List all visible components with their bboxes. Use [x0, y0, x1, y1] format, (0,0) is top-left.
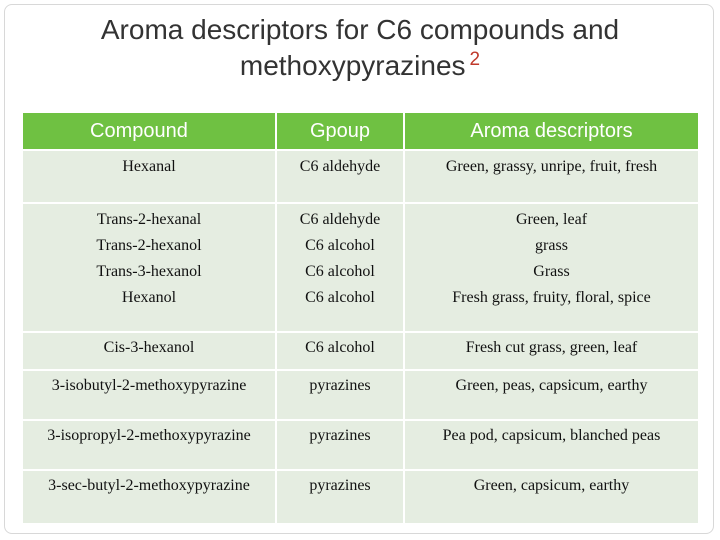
- compound-cell-text: Trans-2-hexanol: [96, 237, 202, 254]
- compound-cell-text: Trans-3-hexanol: [96, 263, 202, 280]
- group-cell-text: pyrazines: [309, 477, 371, 494]
- group-cell-text: C6 aldehyde: [299, 211, 381, 228]
- aroma-cell: [404, 150, 698, 203]
- table-row: [23, 150, 698, 203]
- group-cell-text: C6 aldehyde: [299, 158, 381, 175]
- group-cell-text: C6 alcohol: [305, 263, 375, 280]
- compound-cell-text: 3-isobutyl-2-methoxypyrazine: [51, 377, 247, 394]
- header-aroma: Aroma descriptors: [404, 113, 698, 150]
- title-line-1: Aroma descriptors for C6 compounds and: [100, 14, 620, 45]
- title-line-2: [0, 48, 720, 84]
- compound-cell-text: 3-sec-butyl-2-methoxypyrazine: [48, 477, 250, 494]
- table-row: [23, 332, 698, 370]
- aroma-cell: [404, 470, 698, 524]
- aroma-cell-text: Pea pod, capsicum, blanched peas: [442, 427, 661, 444]
- compound-cell-text: Hexanol: [121, 289, 177, 306]
- compound-cell: [23, 420, 276, 470]
- slide-title: [0, 12, 720, 84]
- aroma-cell-text: Green, grassy, unripe, fruit, fresh: [445, 158, 658, 175]
- title-line-2-text: methoxypyrazines: [239, 50, 466, 81]
- compound-cell: [23, 370, 276, 420]
- group-cell: [276, 420, 404, 470]
- group-cell: [276, 150, 404, 203]
- group-cell-text: C6 alcohol: [305, 289, 375, 306]
- group-cell: [276, 370, 404, 420]
- compound-cell: [23, 150, 276, 203]
- aroma-cell: [404, 203, 698, 332]
- aroma-cell-text: Green, peas, capsicum, earthy: [455, 377, 648, 394]
- group-cell: [276, 203, 404, 332]
- group-cell: [276, 332, 404, 370]
- citation-superscript: 2: [469, 48, 481, 70]
- table-row: [23, 203, 698, 332]
- header-group: Gpoup: [276, 113, 404, 150]
- group-cell-text: C6 alcohol: [305, 237, 375, 254]
- aroma-cell: [404, 370, 698, 420]
- compound-cell: [23, 470, 276, 524]
- compound-cell: [23, 203, 276, 332]
- aroma-cell-text: Green, leaf: [515, 211, 588, 228]
- group-cell-text: pyrazines: [309, 377, 371, 394]
- header-compound: Compound: [23, 113, 276, 150]
- group-cell-text: pyrazines: [309, 427, 371, 444]
- aroma-cell-text: Fresh grass, fruity, floral, spice: [452, 289, 651, 306]
- aroma-cell-text: Fresh cut grass, green, leaf: [465, 339, 638, 356]
- table-header-row: [23, 113, 698, 150]
- aroma-cell: [404, 420, 698, 470]
- compound-cell-text: Hexanal: [122, 158, 176, 175]
- compound-cell-text: Cis-3-hexanol: [103, 339, 195, 356]
- compound-cell: [23, 332, 276, 370]
- table-row: [23, 470, 698, 524]
- aroma-cell-text: Grass: [533, 263, 570, 280]
- table-row: [23, 420, 698, 470]
- aroma-cell-text: grass: [535, 237, 568, 254]
- compound-cell-text: Trans-2-hexanal: [96, 211, 202, 228]
- aroma-cell-text: Green, capsicum, earthy: [473, 477, 630, 494]
- compound-cell-text: 3-isopropyl-2-methoxypyrazine: [47, 427, 251, 444]
- aroma-cell: [404, 332, 698, 370]
- group-cell-text: C6 alcohol: [305, 339, 375, 356]
- table-row: [23, 370, 698, 420]
- aroma-table: [23, 113, 698, 525]
- group-cell: [276, 470, 404, 524]
